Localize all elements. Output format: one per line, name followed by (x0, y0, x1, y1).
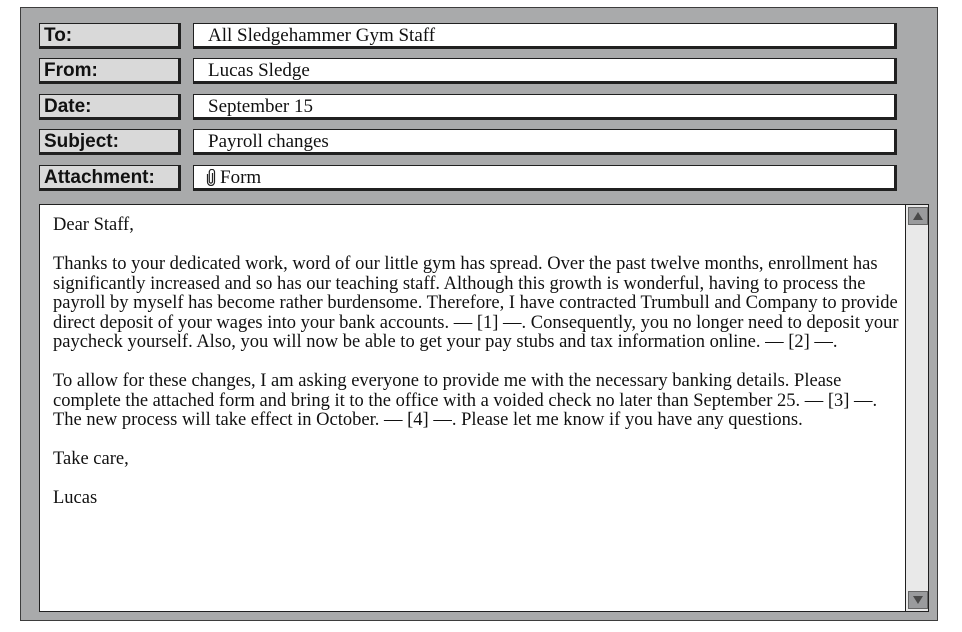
attachment-field[interactable] (193, 165, 897, 191)
greeting: Dear Staff, (53, 215, 134, 235)
scroll-up-button[interactable] (908, 207, 928, 225)
arrow-down-icon (913, 596, 923, 604)
to-label: To: (39, 23, 181, 49)
signature: Lucas (53, 488, 98, 508)
paragraph-1: Thanks to your dedicated work, word of our little gym has spread. Over the past twelve months, enrollment has significantly increased and so has our teaching staff. Although this growth is wonderful, having to process the payroll by myself has become rather burdensome. Therefore, I have contracted Trumbull and Company to provide direct deposit of your wages into your bank accounts. — [1] —. Consequently, you no longer need to deposit your paycheck yourself. Also, you will now be able to get your pay stubs and tax information online. — [2] —. (53, 254, 899, 352)
attachment-filename[interactable]: Form (220, 167, 262, 188)
paperclip-icon (206, 169, 216, 186)
message-body[interactable] (39, 204, 926, 612)
vertical-scrollbar[interactable] (905, 204, 929, 612)
email-window (20, 7, 938, 621)
paragraph-2: To allow for these changes, I am asking everyone to provide me with the necessary banking details. Please complete the attached form and bring it to the office with a voided check no later than September 25. — [3] —. The new process will take effect in October. — [4] —. Please let me know if you have any questions. (53, 371, 878, 430)
arrow-up-icon (913, 212, 923, 220)
from-label: From: (39, 58, 181, 84)
date-field[interactable]: September 15 (193, 94, 897, 120)
subject-field[interactable]: Payroll changes (193, 129, 897, 155)
subject-label: Subject: (39, 129, 181, 155)
closing: Take care, (53, 449, 129, 469)
date-label: Date: (39, 94, 181, 120)
to-field[interactable]: All Sledgehammer Gym Staff (193, 23, 897, 49)
message-text (53, 216, 903, 528)
scroll-down-button[interactable] (908, 591, 928, 609)
attachment-label: Attachment: (39, 165, 181, 191)
from-field[interactable]: Lucas Sledge (193, 58, 897, 84)
